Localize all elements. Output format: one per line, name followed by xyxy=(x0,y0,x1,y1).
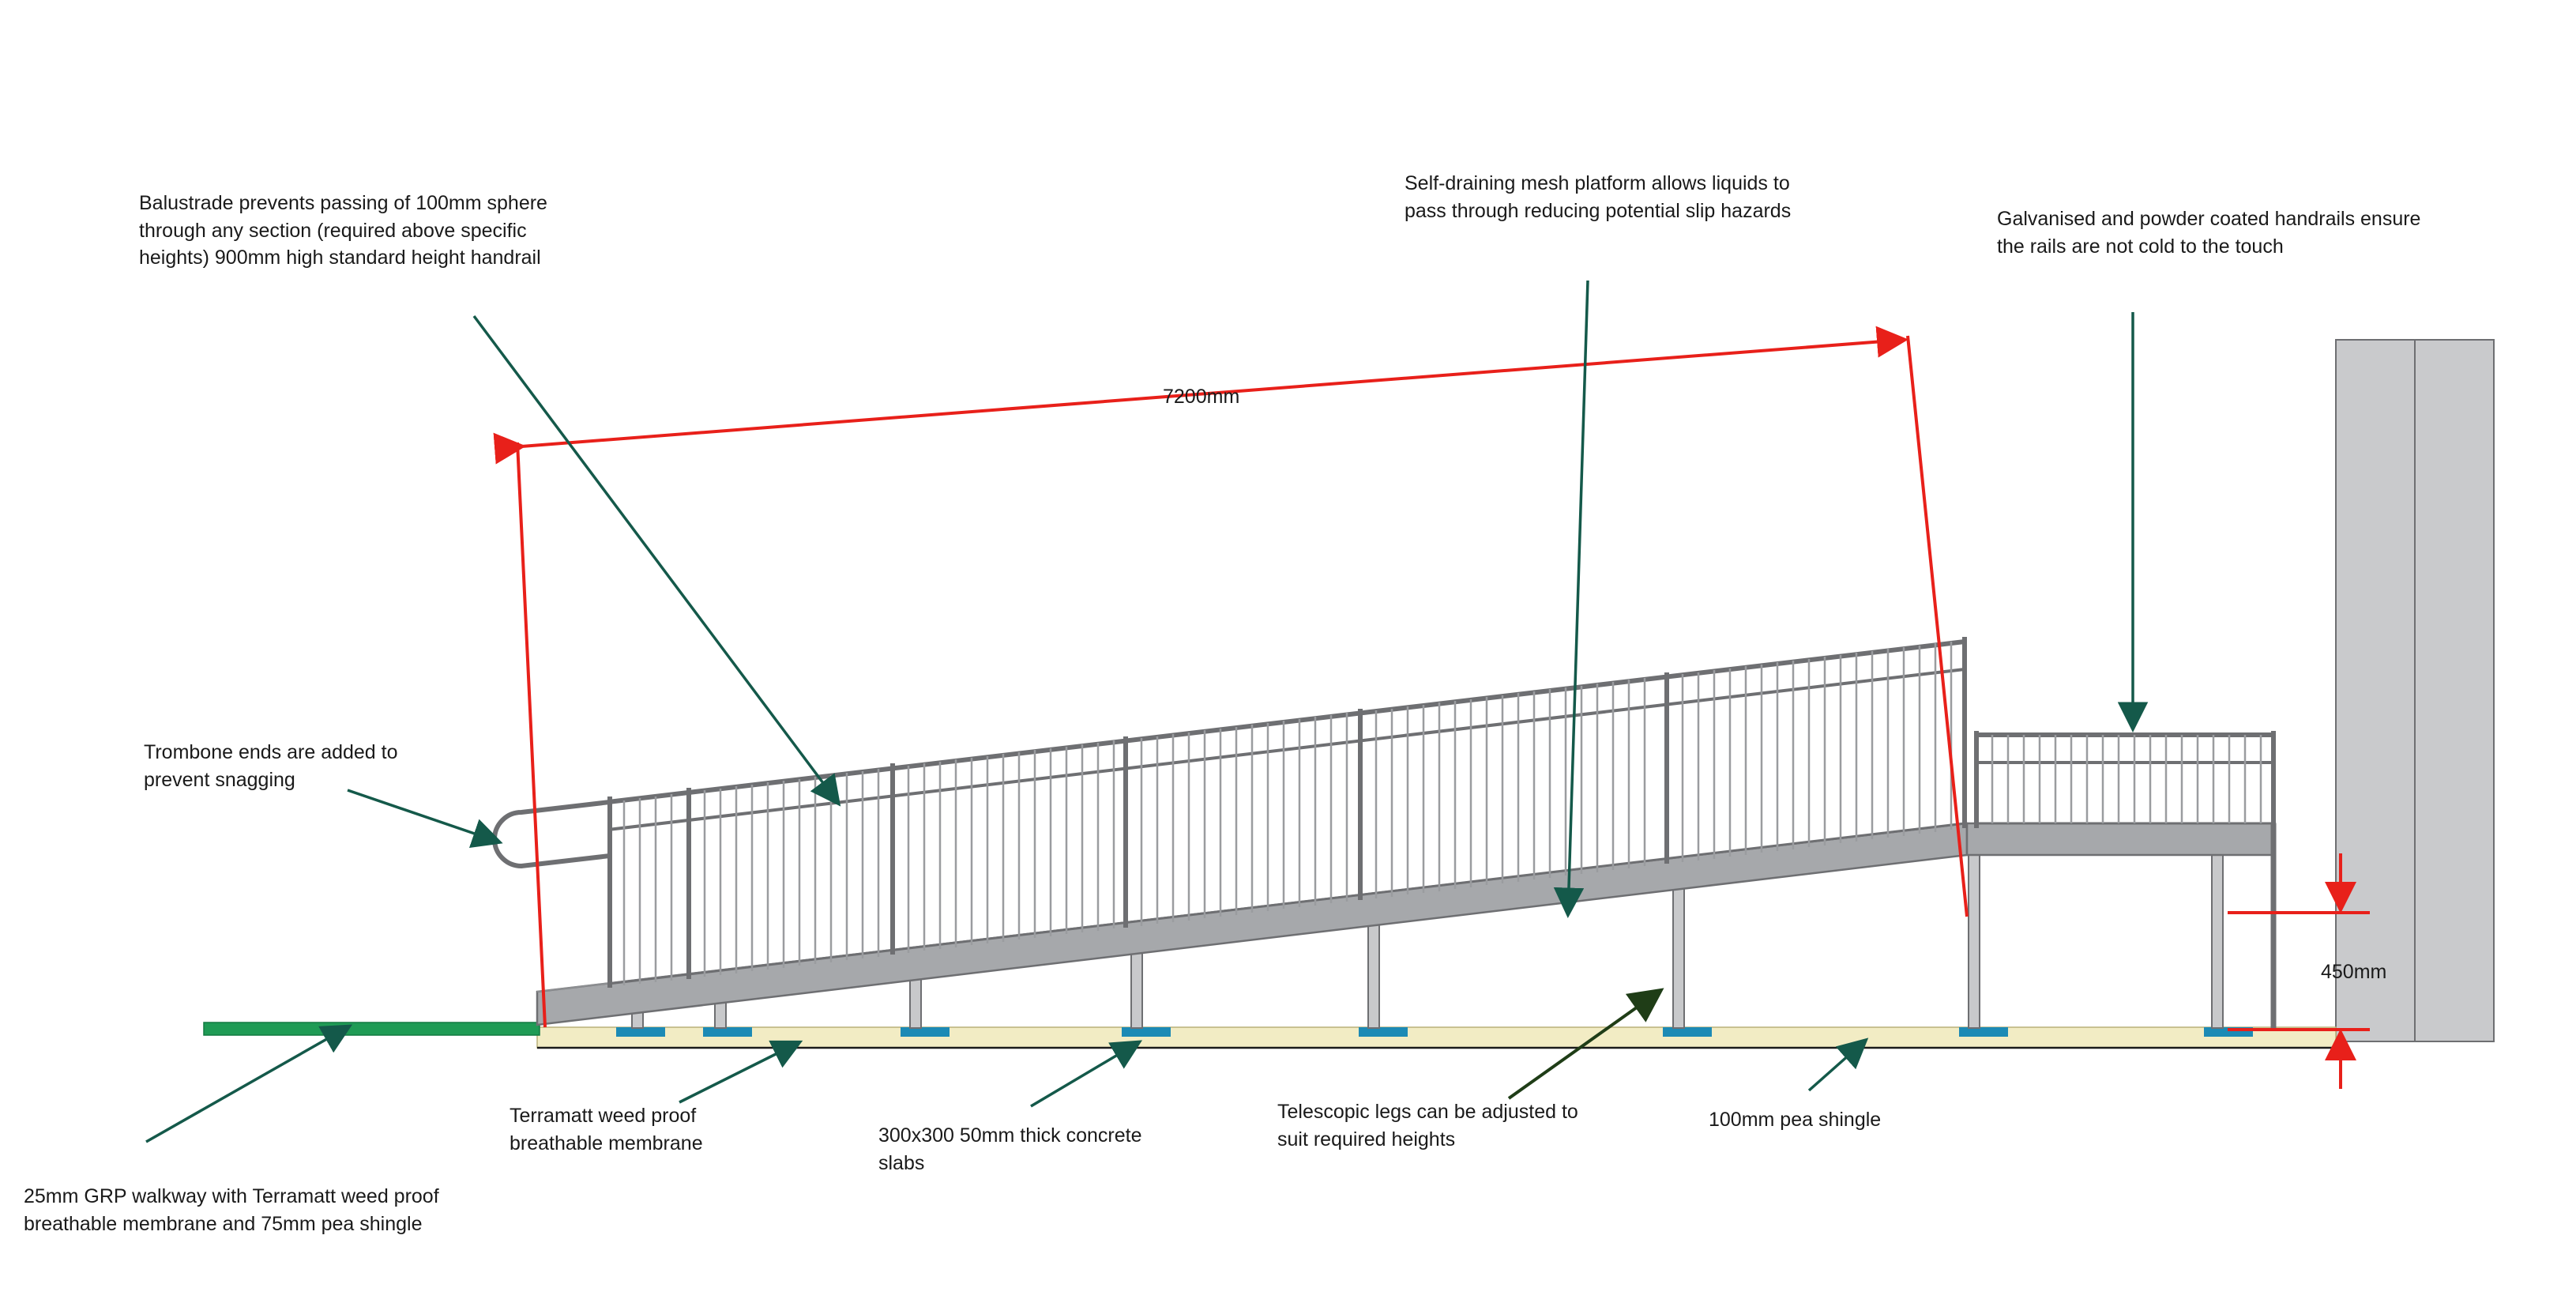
annotation-trombone-ends: Trombone ends are added to prevent snagging xyxy=(144,741,398,791)
building-wall xyxy=(2336,340,2494,1041)
ramp-deck xyxy=(537,823,2275,1025)
annotation-handrails: Galvanised and powder coated handrails ensure the rails are not cold to the touch xyxy=(1997,208,2421,258)
landing-balustrade xyxy=(1975,731,2275,1028)
dimension-label-7200mm: 7200mm xyxy=(1163,386,1240,408)
annotation-telescopic-legs: Telescopic legs can be adjusted to suit required heights xyxy=(1277,1101,1578,1150)
trombone-end xyxy=(495,802,610,866)
annotation-mesh-platform: Self-draining mesh platform allows liquids to pass through reducing potential slip hazards xyxy=(1405,172,1792,222)
annotation-concrete-slabs: 300x300 50mm thick concrete slabs xyxy=(878,1124,1142,1174)
telescopic-legs xyxy=(632,839,2223,1028)
annotation-pea-shingle: 100mm pea shingle xyxy=(1709,1109,1882,1131)
grp-walkway xyxy=(204,1022,540,1035)
ground-shingle-bed xyxy=(537,1027,2336,1048)
annotation-balustrade: Balustrade prevents passing of 100mm sphere through any section (required above specific heights) 900mm high standard height handrail xyxy=(139,192,547,269)
annotation-grp-walkway: 25mm GRP walkway with Terramatt weed proof breathable membrane and 75mm pea shingle xyxy=(24,1185,439,1235)
dimension-label-450mm: 450mm xyxy=(2321,961,2387,983)
annotation-terramatt: Terramatt weed proof breathable membrane xyxy=(510,1105,703,1154)
